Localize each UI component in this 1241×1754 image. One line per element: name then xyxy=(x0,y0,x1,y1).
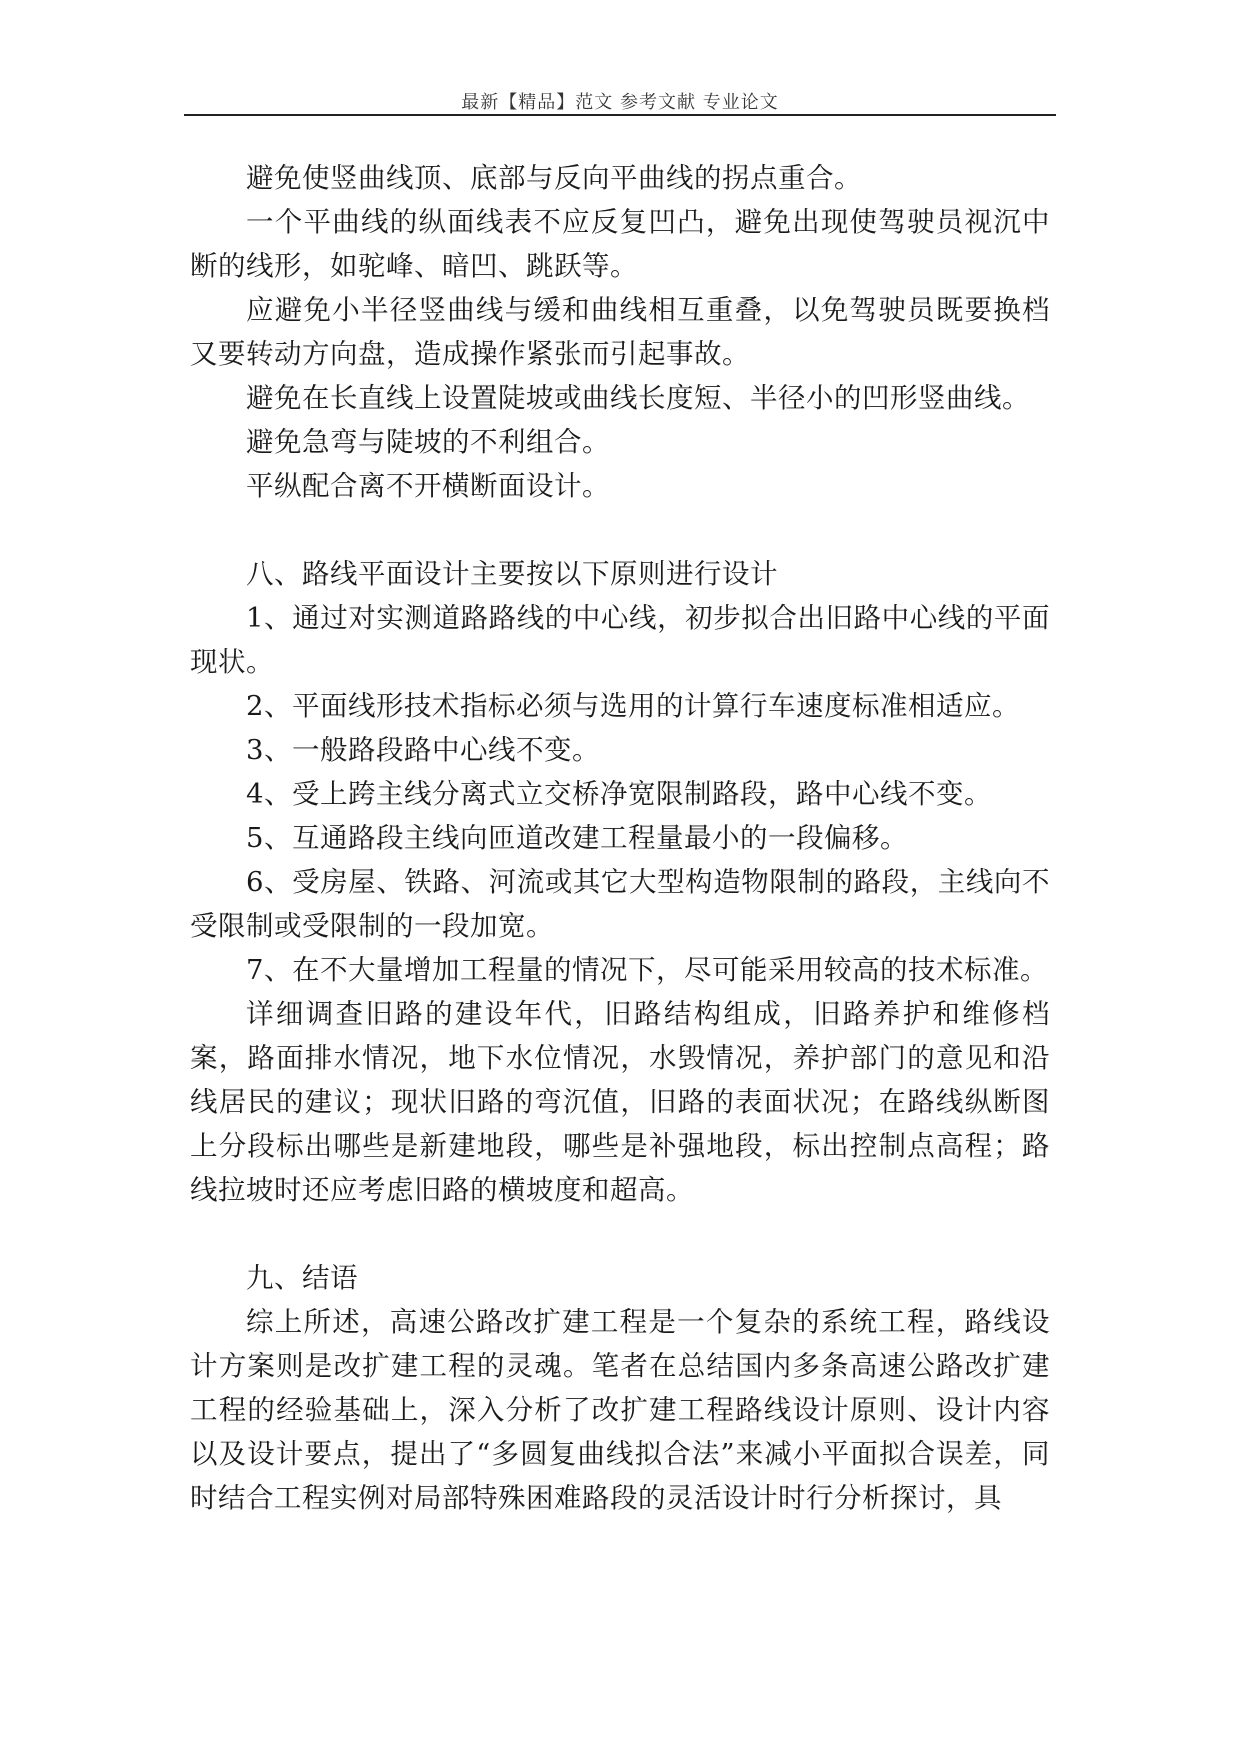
list-item: 3、一般路段路中心线不变。 xyxy=(246,734,600,766)
list-item: 7、在不大量增加工程量的情况下，尽可能采用较高的技术标准。 xyxy=(246,954,1048,986)
paragraph: 平纵配合离不开横断面设计。 xyxy=(246,470,610,502)
list-item: 6、受房屋、铁路、河流或其它大型构造物限制的路段，主线向不受限制或受限制的一段加宽。 xyxy=(190,866,1050,942)
blank-line xyxy=(190,508,1050,552)
paragraph: 避免在长直线上设置陡坡或曲线长度短、半径小的凹形竖曲线。 xyxy=(246,382,1030,414)
section-heading: 九、结语 xyxy=(246,1262,358,1294)
list-item: 1、通过对实测道路路线的中心线，初步拟合出旧路中心线的平面现状。 xyxy=(190,602,1050,678)
list-item: 4、受上跨主线分离式立交桥净宽限制路段，路中心线不变。 xyxy=(246,778,992,810)
section-heading: 八、路线平面设计主要按以下原则进行设计 xyxy=(246,558,778,590)
paragraph: 避免使竖曲线顶、底部与反向平曲线的拐点重合。 xyxy=(246,162,862,194)
page-header: 最新【精品】范文 参考文献 专业论文 xyxy=(461,92,779,113)
list-item: 2、平面线形技术指标必须与选用的计算行车速度标准相适应。 xyxy=(246,690,1020,722)
paragraph: 详细调查旧路的建设年代，旧路结构组成，旧路养护和维修档案，路面排水情况，地下水位情况，水毁情况，养护部门的意见和沿线居民的建议；现状旧路的弯沉值，旧路的表面状况；在路线纵断图上分段标出哪些是新建地段，哪些是补强地段，标出控制点高程；路线拉坡时还应考虑旧路的横坡度和超高。 xyxy=(190,998,1050,1206)
blank-line xyxy=(190,1212,1050,1256)
paragraph: 应避免小半径竖曲线与缓和曲线相互重叠，以免驾驶员既要换档又要转动方向盘，造成操作紧张而引起事故。 xyxy=(190,294,1050,370)
list-item: 5、互通路段主线向匝道改建工程量最小的一段偏移。 xyxy=(246,822,908,854)
paragraph: 综上所述，高速公路改扩建工程是一个复杂的系统工程，路线设计方案则是改扩建工程的灵魂。笔者在总结国内多条高速公路改扩建工程的经验基础上，深入分析了改扩建工程路线设计原则、设计内容以及设计要点，提出了“多圆复曲线拟合法”来减小平面拟合误差，同时结合工程实例对局部特殊困难路段的灵活设计时行分析探讨，具 xyxy=(190,1306,1050,1514)
document-body xyxy=(190,156,1050,1520)
paragraph: 一个平曲线的纵面线表不应反复凹凸，避免出现使驾驶员视沉中断的线形，如驼峰、暗凹、跳跃等。 xyxy=(190,206,1050,282)
header-divider xyxy=(184,114,1056,116)
paragraph: 避免急弯与陡坡的不利组合。 xyxy=(246,426,610,458)
